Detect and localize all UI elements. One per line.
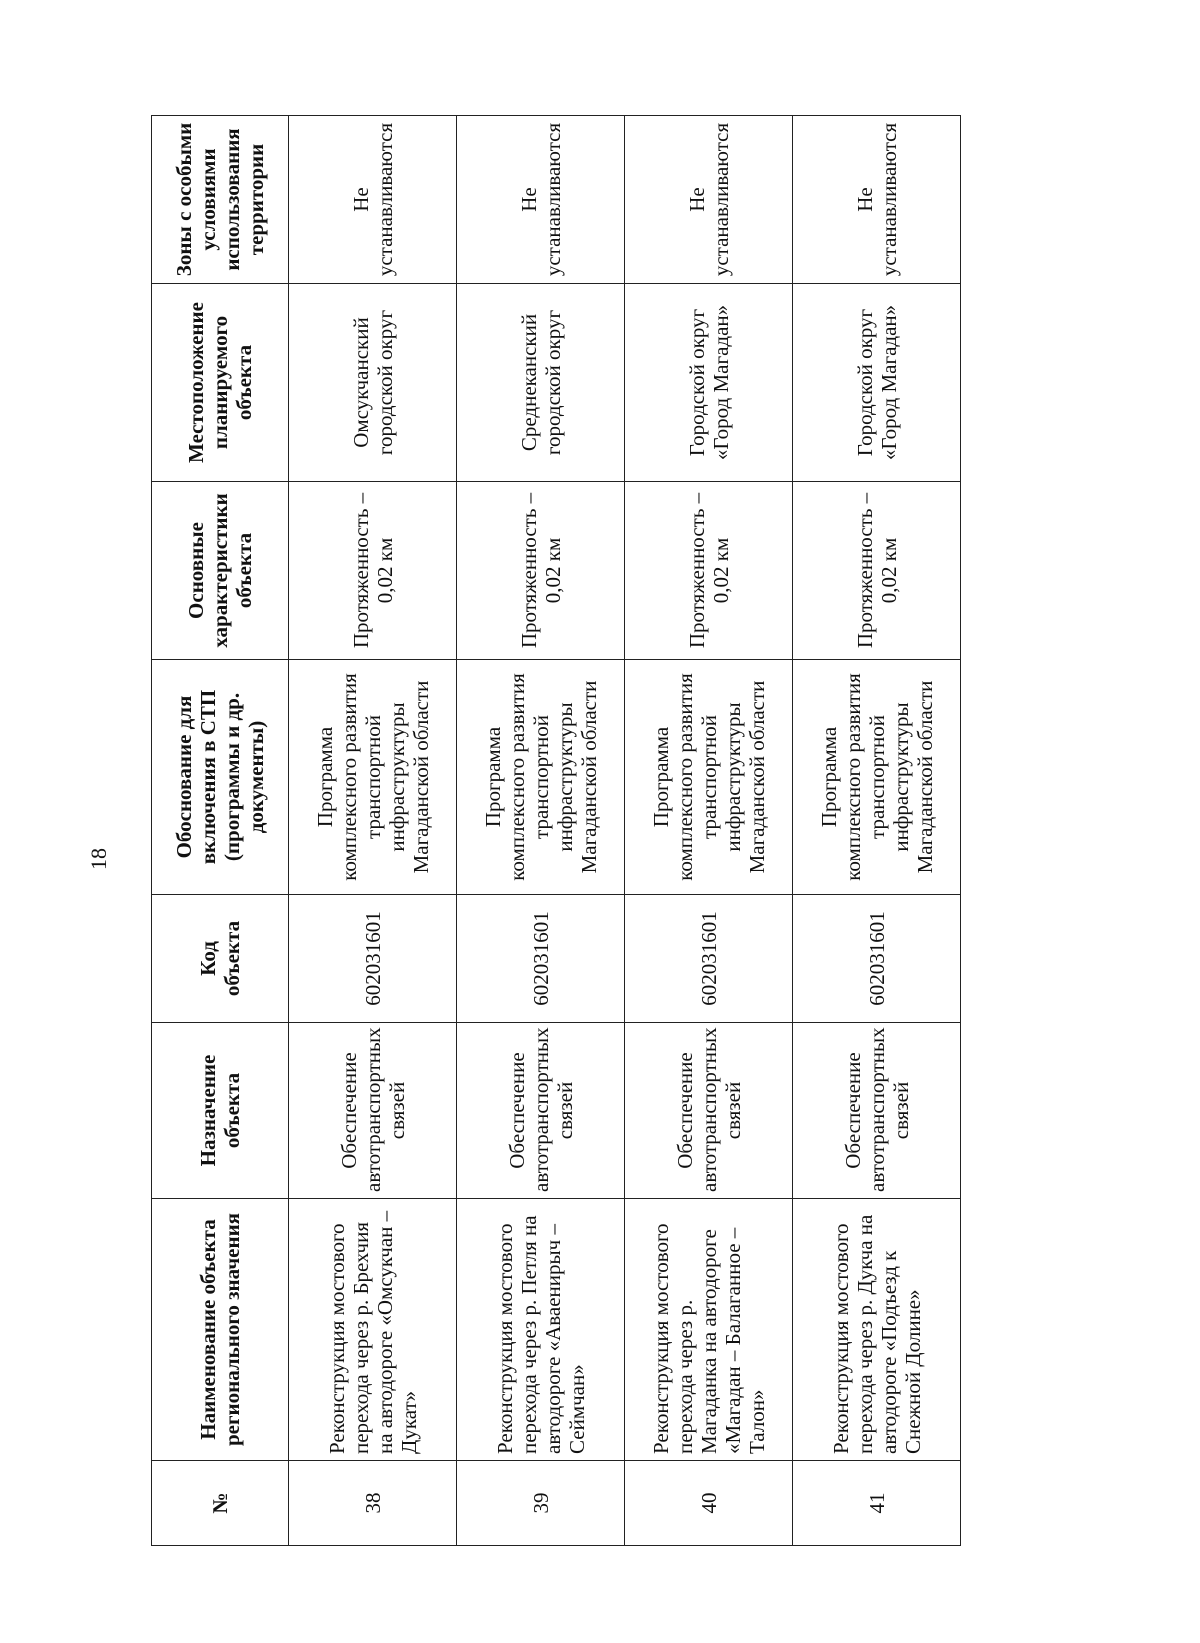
- header-zones: Зоны с особыми условиями использования территории: [152, 116, 289, 284]
- cell-location: Омсукчанский городской округ: [289, 284, 457, 482]
- cell-basis: Программа комплексного развития транспортной инфраструктуры Магаданской области: [457, 660, 625, 895]
- cell-code: 602031601: [457, 895, 625, 1023]
- header-code: Код объекта: [152, 895, 289, 1023]
- cell-location: Городской округ «Город Магадан»: [625, 284, 793, 482]
- page-number: 18: [86, 848, 111, 870]
- cell-num: 38: [289, 1461, 457, 1546]
- table-row: [457, 116, 625, 1546]
- table-container: [151, 116, 961, 1546]
- cell-name: Реконструкция мостового перехода через р. Петля на автодороге «Аваенирыч – Сеймчан»: [457, 1199, 625, 1461]
- cell-characteristics: Протяженность – 0,02 км: [457, 482, 625, 660]
- header-characteristics: Основные характеристики объекта: [152, 482, 289, 660]
- table-header-row: [152, 116, 289, 1546]
- cell-num: 41: [793, 1461, 961, 1546]
- cell-characteristics: Протяженность – 0,02 км: [793, 482, 961, 660]
- cell-basis: Программа комплексного развития транспортной инфраструктуры Магаданской области: [625, 660, 793, 895]
- cell-zones: Не устанавливаются: [457, 116, 625, 284]
- header-name: Наименование объекта регионального значения: [152, 1199, 289, 1461]
- cell-basis: Программа комплексного развития транспортной инфраструктуры Магаданской области: [289, 660, 457, 895]
- cell-purpose: Обеспечение автотранспортных связей: [793, 1023, 961, 1199]
- cell-zones: Не устанавливаются: [289, 116, 457, 284]
- cell-code: 602031601: [793, 895, 961, 1023]
- cell-characteristics: Протяженность – 0,02 км: [289, 482, 457, 660]
- cell-code: 602031601: [289, 895, 457, 1023]
- cell-num: 39: [457, 1461, 625, 1546]
- header-num: №: [152, 1461, 289, 1546]
- header-basis: Обоснование для включения в СТП (программы и др. документы): [152, 660, 289, 895]
- header-location: Местоположение планируемого объекта: [152, 284, 289, 482]
- objects-table: [151, 115, 961, 1546]
- cell-zones: Не устанавливаются: [793, 116, 961, 284]
- cell-code: 602031601: [625, 895, 793, 1023]
- cell-location: Городской округ «Город Магадан»: [793, 284, 961, 482]
- table-row: [625, 116, 793, 1546]
- cell-zones: Не устанавливаются: [625, 116, 793, 284]
- cell-location: Среднеканский городской округ: [457, 284, 625, 482]
- cell-purpose: Обеспечение автотранспортных связей: [289, 1023, 457, 1199]
- table-row: [289, 116, 457, 1546]
- cell-purpose: Обеспечение автотранспортных связей: [625, 1023, 793, 1199]
- header-purpose: Назначение объекта: [152, 1023, 289, 1199]
- cell-name: Реконструкция мостового перехода через р. Дукча на автодороге «Подъезд к Снежной Долине»: [793, 1199, 961, 1461]
- cell-characteristics: Протяженность – 0,02 км: [625, 482, 793, 660]
- cell-num: 40: [625, 1461, 793, 1546]
- cell-name: Реконструкция мостового перехода через р. Брехчия на автодороге «Омсукчан – Дукат»: [289, 1199, 457, 1461]
- cell-basis: Программа комплексного развития транспортной инфраструктуры Магаданской области: [793, 660, 961, 895]
- table-row: [793, 116, 961, 1546]
- cell-purpose: Обеспечение автотранспортных связей: [457, 1023, 625, 1199]
- cell-name: Реконструкция мостового перехода через р. Магаданка на автодороге «Магадан – Балаганное – Талон»: [625, 1199, 793, 1461]
